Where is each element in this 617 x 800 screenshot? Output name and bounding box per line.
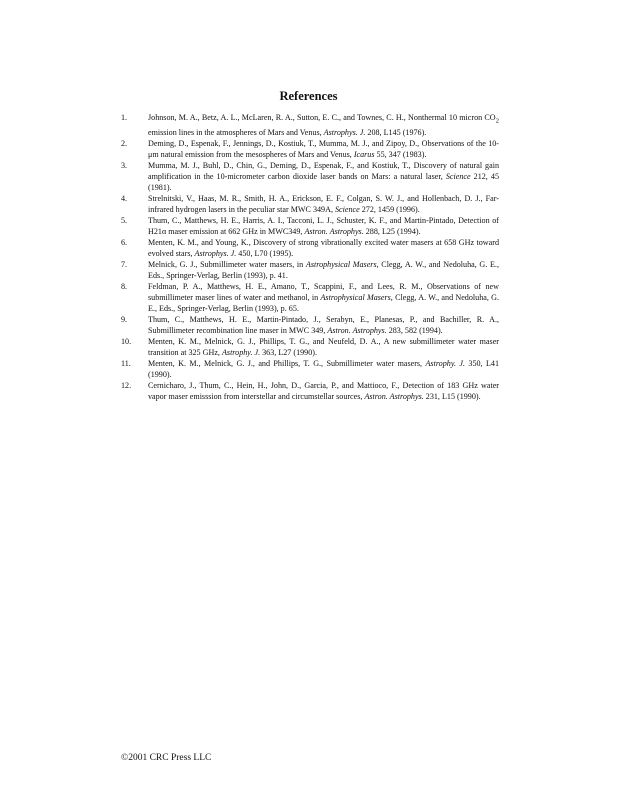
reference-number: 12. xyxy=(121,380,132,390)
reference-number: 7. xyxy=(121,259,128,269)
reference-number: 1. xyxy=(121,113,128,122)
reference-text xyxy=(148,281,499,314)
reference-fragment: 288, L25 (1994). xyxy=(363,226,421,236)
reference-item xyxy=(121,314,499,336)
reference-fragment: 350, L41 (1990). xyxy=(148,358,500,379)
reference-number: 2. xyxy=(121,138,128,148)
reference-fragment: 272, 1459 (1996). xyxy=(359,204,420,214)
reference-fragment: , Clegg, A. W., and Nedoluha, G. E., Eds., Springer-Verlag, Berlin (1993), p. 65. xyxy=(148,292,499,313)
reference-fragment: 55, 347 (1983). xyxy=(374,149,427,159)
reference-fragment: Strelnitski, V., Haas, M. R., Smith, H. A., Erickson, E. F., Colgan, S. W. J., and Hollenbach, D. J., Far-infrared hydrogen lasers in the peculiar star MWC 349A, xyxy=(148,193,499,214)
reference-text xyxy=(148,259,499,281)
reference-text xyxy=(148,160,499,193)
reference-fragment: 363, L27 (1990). xyxy=(260,347,317,357)
reference-journal: Science xyxy=(445,171,471,181)
reference-fragment: Deming, D., Espenak, F., Jennings, D., Kostiuk, T., Mumma, M. J., and Zipoy, D., Observations of the 10-μm natural emission from the mesospheres of Mars and Venus, xyxy=(148,138,499,159)
reference-fragment: Menten, K. M., and Young, K., Discovery of strong vibrationally excited water masers at 658 GHz toward evolved stars, xyxy=(148,237,499,258)
reference-number: 3. xyxy=(121,160,128,170)
reference-journal: Science xyxy=(335,204,360,214)
reference-text xyxy=(148,237,499,259)
reference-text xyxy=(148,380,499,402)
reference-item xyxy=(121,259,499,281)
page-title: References xyxy=(279,89,338,103)
reference-fragment: 208, L145 (1976). xyxy=(365,127,427,137)
reference-journal: Astron. Astrophys. xyxy=(327,325,387,335)
reference-number: 8. xyxy=(121,281,128,291)
reference-item xyxy=(121,138,499,160)
reference-journal: Astrophysical Masers xyxy=(305,259,377,269)
copyright-footer: ©2001 CRC Press LLC xyxy=(121,753,212,763)
reference-journal: Astrophysical Masers xyxy=(320,292,391,302)
reference-number: 6. xyxy=(121,237,128,247)
reference-fragment: 283, 582 (1994). xyxy=(386,325,443,335)
reference-text xyxy=(148,314,499,336)
reference-fragment: , Clegg, A. W., and Nedoluha, G. E., Eds., Springer-Verlag, Berlin (1993), p. 41. xyxy=(148,259,499,280)
reference-item xyxy=(121,193,499,215)
reference-text xyxy=(148,112,499,138)
reference-item xyxy=(121,112,499,138)
reference-number: 9. xyxy=(121,314,128,324)
reference-item xyxy=(121,358,499,380)
reference-list xyxy=(121,112,499,402)
reference-journal: Astrophys. J. xyxy=(323,127,366,137)
reference-item xyxy=(121,380,499,402)
reference-journal: Astrophys. J. xyxy=(194,248,237,258)
reference-fragment: Thum, C., Matthews, H. E., Martin-Pintado, J., Serabyn, E., Planesas, P., and Bachiller, R. A., Submillimeter recombination line maser in MWC 349, xyxy=(148,314,499,335)
reference-item xyxy=(121,160,499,193)
reference-journal: Astrophy. J. xyxy=(425,358,466,368)
reference-text xyxy=(148,358,499,380)
reference-fragment: Johnson, M. A., Betz, A. L., McLaren, R. A., Sutton, E. C., and Townes, C. H., Nonthermal 10 micron CO xyxy=(148,113,496,122)
reference-item xyxy=(121,215,499,237)
reference-item xyxy=(121,281,499,314)
reference-fragment: Mumma, M. J., Buhl, D., Chin, G., Deming, D., Espenak, F., and Kostiuk, T., Discovery of natural gain amplification in the 10-micrometer carbon dioxide laser bands on Mars: a natural laser, xyxy=(148,160,499,181)
reference-number: 4. xyxy=(121,193,128,203)
reference-journal: Astrophy. J. xyxy=(221,347,261,357)
reference-fragment: Feldman, P. A., Matthews, H. E., Amano, T., Scappini, F., and Lees, R. M., Observations of new submillimeter maser lines of water and methanol, in xyxy=(148,281,499,302)
reference-number: 10. xyxy=(121,336,132,346)
reference-journal: Astron. Astrophys. xyxy=(304,226,364,236)
reference-number: 11. xyxy=(121,358,131,368)
reference-text xyxy=(148,336,499,358)
reference-fragment: 212, 45 (1981). xyxy=(148,171,499,192)
reference-fragment: Menten, K. M., Melnick, G. J., and Phillips, T. G., Submillimeter water masers, xyxy=(148,358,426,368)
reference-journal: Astron. Astrophys. xyxy=(364,391,424,401)
reference-text xyxy=(148,193,499,215)
reference-journal: Icarus xyxy=(353,149,375,159)
reference-fragment: 231, L15 (1990). xyxy=(423,391,481,401)
reference-text xyxy=(148,138,499,160)
reference-fragment: emission lines in the atmospheres of Mars and Venus, xyxy=(148,127,324,137)
reference-fragment: Cernicharo, J., Thum, C., Hein, H., John, D., Garcia, P., and Mattioco, F., Detection of 183 GHz water vapor maser emisssion from interstellar and circumstellar sources, xyxy=(148,380,499,401)
reference-fragment: Melnick, G. J., Submillimeter water masers, in xyxy=(148,259,306,269)
reference-number: 5. xyxy=(121,215,128,225)
reference-item xyxy=(121,237,499,259)
reference-fragment: 450, L70 (1995). xyxy=(236,248,294,258)
reference-fragment: Thum, C., Matthews, H. E., Harris, A. I., Tacconi, L. J., Schuster, K. F., and Martin-Pintado, Detection of H21α maser emission at 662 GHz in MWC349, xyxy=(148,215,499,236)
reference-text xyxy=(148,215,499,237)
reference-item xyxy=(121,336,499,358)
reference-subscript: 2 xyxy=(495,117,499,125)
reference-fragment: Menten, K. M., Melnick, G. J., Phillips, T. G., and Neufeld, D. A., A new submillimeter water maser transition at 325 GHz, xyxy=(148,336,499,357)
